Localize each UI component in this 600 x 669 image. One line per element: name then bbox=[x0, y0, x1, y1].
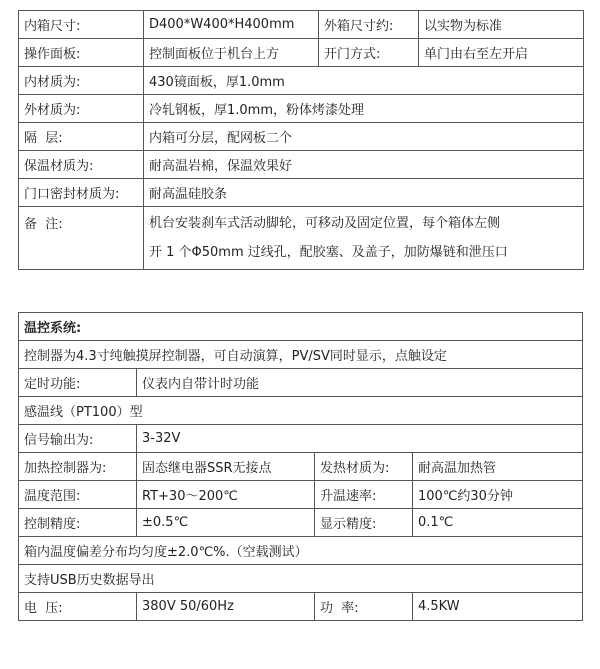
table-row bbox=[19, 151, 584, 179]
table-row bbox=[19, 179, 584, 207]
usb-desc: 支持USB历史数据导出 bbox=[19, 565, 583, 593]
timer-value: 仪表内自带计时功能 bbox=[137, 369, 583, 397]
table-row bbox=[19, 67, 584, 95]
inner-size-value: D400*W400*H400mm bbox=[144, 11, 319, 39]
outer-material-value: 冷轧钢板，厚1.0mm，粉体烤漆处理 bbox=[144, 95, 584, 123]
rate-label: 升温速率: bbox=[315, 481, 413, 509]
table-row bbox=[19, 341, 583, 369]
remark-line-1: 机台安装刹车式活动脚轮，可移动及固定位置，每个箱体左侧 bbox=[149, 216, 501, 231]
table-row bbox=[19, 207, 584, 270]
rate-value: 100℃约30分钟 bbox=[413, 481, 583, 509]
accuracy-value: ±0.5℃ bbox=[137, 509, 315, 537]
insulation-value: 耐高温岩棉，保温效果好 bbox=[144, 151, 584, 179]
table-row bbox=[19, 565, 583, 593]
controller-desc: 控制器为4.3寸纯触摸屏控制器，可自动演算，PV/SV同时显示，点触设定 bbox=[19, 341, 583, 369]
heater-value: 耐高温加热管 bbox=[413, 453, 583, 481]
inner-size-label: 内箱尺寸: bbox=[19, 11, 144, 39]
sensor-desc: 感温线（PT100）型 bbox=[19, 397, 583, 425]
table-row bbox=[19, 369, 583, 397]
range-value: RT+30～200℃ bbox=[137, 481, 315, 509]
panel-label: 操作面板: bbox=[19, 39, 144, 67]
outer-material-label: 外材质为: bbox=[19, 95, 144, 123]
table-row bbox=[19, 453, 583, 481]
voltage-value: 380V 50/60Hz bbox=[137, 593, 315, 621]
seal-label: 门口密封材质为: bbox=[19, 179, 144, 207]
table-row bbox=[19, 481, 583, 509]
door-label: 开门方式: bbox=[319, 39, 419, 67]
heat-controller-label: 加热控制器为: bbox=[19, 453, 137, 481]
door-value: 单门由右至左开启 bbox=[419, 39, 584, 67]
table-row bbox=[19, 123, 584, 151]
shelf-value: 内箱可分层，配网板二个 bbox=[144, 123, 584, 151]
table-row bbox=[19, 593, 583, 621]
table-row bbox=[19, 313, 583, 341]
uniformity-desc: 箱内温度偏差分布均匀度±2.0℃%.（空载测试） bbox=[19, 537, 583, 565]
spec-table bbox=[18, 10, 584, 270]
signal-label: 信号输出为: bbox=[19, 425, 137, 453]
section-title: 温控系统: bbox=[19, 313, 583, 341]
temperature-control-table bbox=[18, 312, 583, 621]
power-label: 功 率: bbox=[315, 593, 413, 621]
table-row bbox=[19, 509, 583, 537]
display-label: 显示精度: bbox=[315, 509, 413, 537]
inner-material-label: 内材质为: bbox=[19, 67, 144, 95]
table-row bbox=[19, 397, 583, 425]
seal-value: 耐高温硅胶条 bbox=[144, 179, 584, 207]
outer-size-label: 外箱尺寸约: bbox=[319, 11, 419, 39]
remark-value bbox=[144, 207, 584, 270]
table-row bbox=[19, 95, 584, 123]
range-label: 温度范围: bbox=[19, 481, 137, 509]
table-row bbox=[19, 537, 583, 565]
remark-label: 备 注: bbox=[19, 207, 144, 270]
display-value: 0.1℃ bbox=[413, 509, 583, 537]
table-row bbox=[19, 425, 583, 453]
panel-value: 控制面板位于机台上方 bbox=[144, 39, 319, 67]
signal-value: 3-32V bbox=[137, 425, 583, 453]
remark-line-2: 开 1 个Φ50mm 过线孔，配胶塞、及盖子，加防爆链和泄压口 bbox=[149, 245, 508, 260]
heat-controller-value: 固态继电器SSR无接点 bbox=[137, 453, 315, 481]
power-value: 4.5KW bbox=[413, 593, 583, 621]
shelf-label: 隔 层: bbox=[19, 123, 144, 151]
table-row bbox=[19, 39, 584, 67]
heater-label: 发热材质为: bbox=[315, 453, 413, 481]
accuracy-label: 控制精度: bbox=[19, 509, 137, 537]
timer-label: 定时功能: bbox=[19, 369, 137, 397]
inner-material-value: 430镜面板，厚1.0mm bbox=[144, 67, 584, 95]
outer-size-value: 以实物为标准 bbox=[419, 11, 584, 39]
voltage-label: 电 压: bbox=[19, 593, 137, 621]
insulation-label: 保温材质为: bbox=[19, 151, 144, 179]
table-row bbox=[19, 11, 584, 39]
